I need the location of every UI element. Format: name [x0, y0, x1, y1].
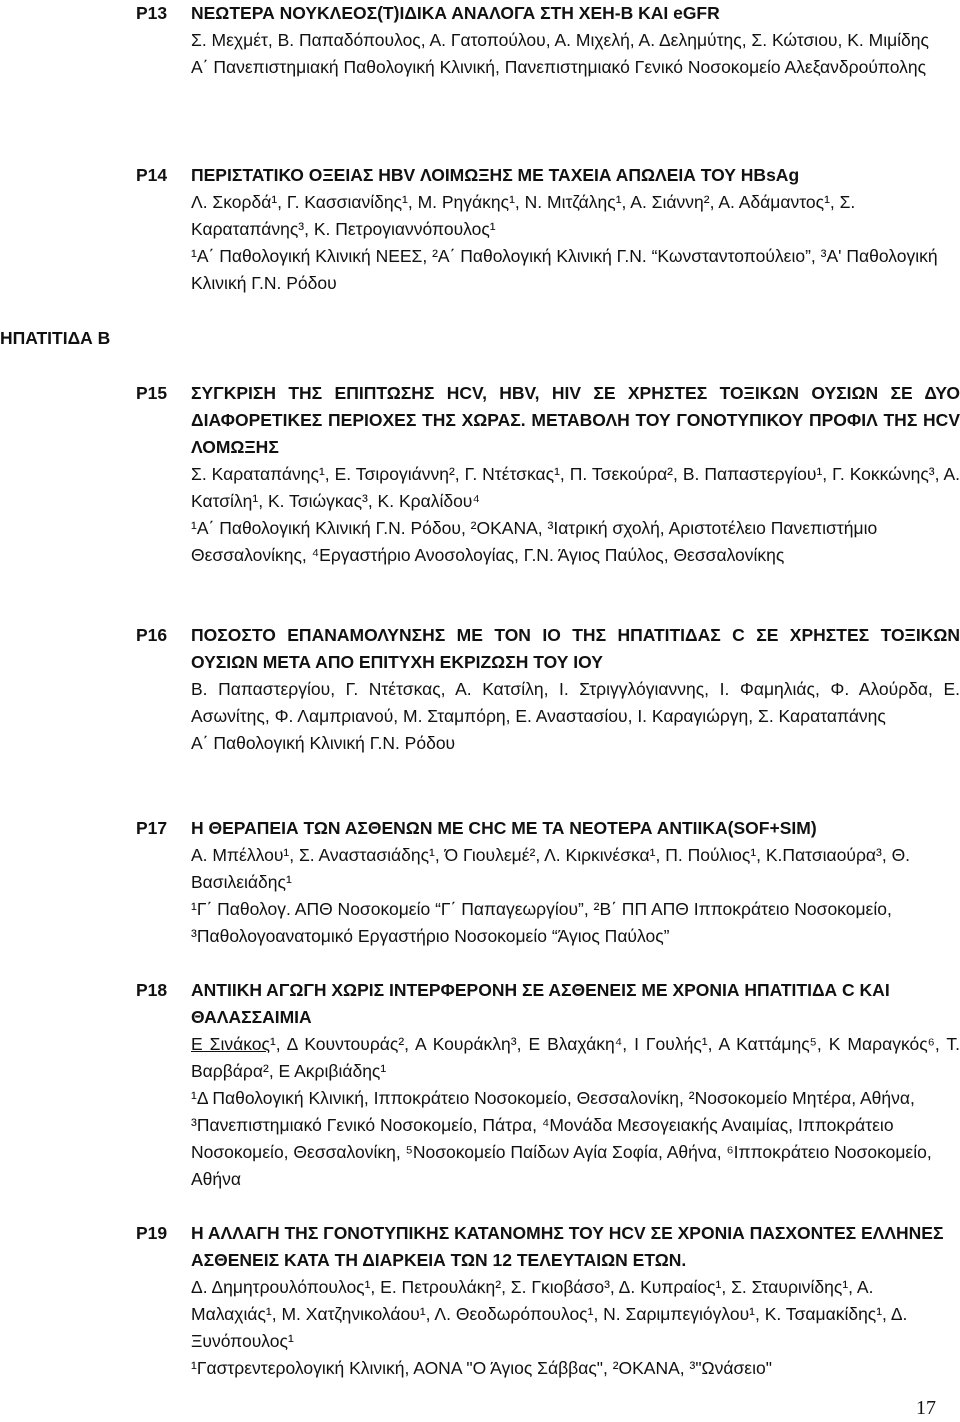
abstract-authors: Α. Μπέλλου¹, Σ. Αναστασιάδης¹, Ό Γιουλεμέ², Λ. Κιρκινέσκα¹, Π. Πούλιος¹, Κ.Πατσιαούρα³, Θ. Βασιλειάδης¹ [191, 845, 911, 892]
page-number: 17 [916, 1397, 936, 1419]
abstract-body [191, 1220, 960, 1382]
abstract-affiliation: Α΄ Παθολογική Κλινική Γ.Ν. Ρόδου [191, 733, 456, 753]
abstract-title: ΣΥΓΚΡΙΣΗ ΤΗΣ ΕΠΙΠΤΩΣΗΣ HCV, HBV, HIV ΣΕ ΧΡΗΣΤΕΣ ΤΟΞΙΚΩΝ ΟΥΣΙΩΝ ΣΕ ΔΥΟ ΔΙΑΦΟΡΕΤΙΚΕΣ ΠΕΡΙΟΧΕΣ ΤΗΣ ΧΩΡΑΣ. ΜΕΤΑΒΟΛΗ ΤΟΥ ΓΟΝΟΤΥΠΙΚΟΥ ΠΡΟΦΙΛ ΤΗΣ HCV ΛΟΜΩΞΗΣ [191, 383, 960, 457]
abstract-title: ΠΕΡΙΣΤΑΤΙΚΟ ΟΞΕΙΑΣ HBV ΛΟΙΜΩΞΗΣ ΜΕ ΤΑΧΕΙΑ ΑΠΩΛΕΙΑ ΤΟΥ HBsAg [191, 165, 800, 185]
coauthors: ¹, Δ Κουντουράς², Α Κουράκλη³, Ε Βλαχάκη⁴, Ι Γουλής¹, Α Καττάμης⁵, Κ Μαραγκός⁶, Τ. Βαρβάρα², Ε Ακριβιάδης¹ [191, 1034, 960, 1081]
abstract-code: P13 [136, 3, 168, 23]
abstract-code: P15 [136, 383, 168, 403]
abstract-code: P17 [136, 818, 168, 838]
abstract-authors: Λ. Σκορδά¹, Γ. Κασσιανίδης¹, Μ. Ρηγάκης¹, Ν. Μιτζάλης¹, Α. Σιάννη², Α. Αδάμαντος¹, Σ. Καραταπάνης³, Κ. Πετρογιαννόπουλος¹ [191, 192, 856, 239]
abstract-title: ΝΕΩΤΕΡΑ ΝΟΥΚΛΕΟΣ(Τ)ΙΔΙΚΑ ΑΝΑΛΟΓΑ ΣΤΗ ΧΕΗ-Β ΚΑΙ eGFR [191, 3, 720, 23]
abstract-body [191, 0, 960, 81]
abstract-affiliation: ¹Α΄ Παθολογική Κλινική ΝΕΕΣ, ²Α΄ Παθολογική Κλινική Γ.Ν. “Κωνσταντοπούλειο”, ³Α' Παθολογική Κλινική Γ.Ν. Ρόδου [191, 246, 938, 293]
abstract-title: ΑΝΤΙΙΚΗ ΑΓΩΓΗ ΧΩΡΙΣ ΙΝΤΕΡΦΕΡΟΝΗ ΣΕ ΑΣΘΕΝΕΙΣ ΜΕ ΧΡΟΝΙΑ ΗΠΑΤΙΤΙΔΑ C ΚΑΙ ΘΑΛΑΣΣΑΙΜΙΑ [191, 980, 890, 1027]
abstract-body [191, 622, 960, 757]
abstract-body [191, 380, 960, 569]
abstract-authors: Δ. Δημητρουλόπουλος¹, Ε. Πετρουλάκη², Σ. Γκιοβάσο³, Δ. Κυπραίος¹, Σ. Σταυρινίδης¹, Α. Μαλαχιάς¹, Μ. Χατζηνικολάου¹, Λ. Θεοδωρόπουλος¹, Ν. Σαριμπεγιόγλου¹, Κ. Τσαμακίδης¹, Δ. Ξυνόπουλος¹ [191, 1277, 908, 1351]
abstract-authors: Σ. Καραταπάνης¹, Ε. Τσιρογιάννη², Γ. Ντέτσκας¹, Π. Τσεκούρα², Β. Παπαστεργίου¹, Γ. Κοκκώνης³, Α. Κατσίλη¹, Κ. Τσιώγκας³, Κ. Κραλίδου⁴ [191, 464, 960, 511]
abstract-code: P14 [136, 165, 168, 185]
abstract-body [191, 162, 960, 297]
abstract-body [191, 815, 960, 950]
abstract-code: P16 [136, 625, 168, 645]
abstract-code: P19 [136, 1223, 168, 1243]
abstract-code: P18 [136, 980, 168, 1000]
abstract-title: ΠΟΣΟΣΤΟ ΕΠΑΝΑΜΟΛΥΝΣΗΣ ΜΕ ΤΟΝ ΙΟ ΤΗΣ ΗΠΑΤΙΤΙΔΑΣ C ΣΕ ΧΡΗΣΤΕΣ ΤΟΞΙΚΩΝ ΟΥΣΙΩΝ ΜΕΤΑ ΑΠΟ ΕΠΙΤΥΧΗ ΕΚΡΙΖΩΣΗ ΤΟΥ ΙΟΥ [191, 625, 960, 672]
abstract-authors: Σ. Μεχμέτ, Β. Παπαδόπουλος, Α. Γατοπούλου, Α. Μιχελή, Α. Δελημύτης, Σ. Κώτσιου, Κ. Μιμίδης [191, 30, 929, 50]
abstract-authors [191, 1031, 960, 1085]
abstract-authors: Β. Παπαστεργίου, Γ. Ντέτσκας, Α. Κατσίλη, Ι. Στριγγλόγιαννης, Ι. Φαμηλιάς, Φ. Αλούρδα, Ε. Ασωνίτης, Φ. Λαμπριανού, Μ. Σταμπόρη, Ε. Αναστασίου, Ι. Καραγιώργη, Σ. Καραταπάνης [191, 679, 960, 726]
abstract-body [191, 977, 960, 1193]
section-heading: ΗΠΑΤΙΤΙΔΑ Β [0, 328, 111, 348]
abstract-affiliation: ¹Γ΄ Παθολογ. ΑΠΘ Νοσοκομείο “Γ΄ Παπαγεωργίου”, ²Β΄ ΠΠ ΑΠΘ Ιπποκράτειο Νοσοκομείο, ³Παθολογοανατομικό Εργαστήριο Νοσοκομείο “Άγιος Παύλος” [191, 899, 892, 946]
abstract-affiliation: ¹Δ Παθολογική Κλινική, Ιπποκράτειο Νοσοκομείο, Θεσσαλονίκη, ²Νοσοκομείο Μητέρα, Αθήνα, ³Πανεπιστημιακό Γενικό Νοσοκομείο, Πάτρα, ⁴Μονάδα Μεσογειακής Αναιμίας, Ιπποκράτειο Νοσοκομείο, Θεσσαλονίκη, ⁵Νοσοκομείο Παίδων Αγία Σοφία, Αθήνα, ⁶Ιπποκράτειο Νοσοκομείο, Αθήνα [191, 1088, 932, 1189]
abstract-affiliation: Α΄ Πανεπιστημιακή Παθολογική Κλινική, Πανεπιστημιακό Γενικό Νοσοκομείο Αλεξανδρούπολης [191, 57, 927, 77]
abstract-affiliation: ¹Γαστρεντερολογική Κλινική, ΑΟΝΑ "Ο Άγιος Σάββας", ²ΟΚΑΝΑ, ³"Ωνάσειο" [191, 1358, 772, 1378]
abstract-title: Η ΘΕΡΑΠΕΙΑ ΤΩΝ ΑΣΘΕΝΩΝ ΜΕ CHC ΜΕ ΤΑ ΝΕΟΤΕΡΑ ΑΝΤΙΙΚΑ(SOF+SIM) [191, 818, 817, 838]
abstract-affiliation: ¹Α΄ Παθολογική Κλινική Γ.Ν. Ρόδου, ²ΟΚΑΝΑ, ³Ιατρική σχολή, Αριστοτέλειο Πανεπιστήμιο Θεσσαλονίκης, ⁴Εργαστήριο Ανοσολογίας, Γ.Ν. Άγιος Παύλος, Θεσσαλονίκης [191, 518, 878, 565]
abstract-title: Η ΑΛΛΑΓΗ ΤΗΣ ΓΟΝΟΤΥΠΙΚΗΣ ΚΑΤΑΝΟΜΗΣ ΤΟΥ HCV ΣΕ ΧΡΟΝΙΑ ΠΑΣΧΟΝΤΕΣ ΕΛΛΗΝΕΣ ΑΣΘΕΝΕΙΣ ΚΑΤΑ ΤΗ ΔΙΑΡΚΕΙΑ ΤΩΝ 12 ΤΕΛΕΥΤΑΙΩΝ ΕΤΩΝ. [191, 1223, 944, 1270]
first-author: Ε Σινάκος [191, 1034, 270, 1054]
